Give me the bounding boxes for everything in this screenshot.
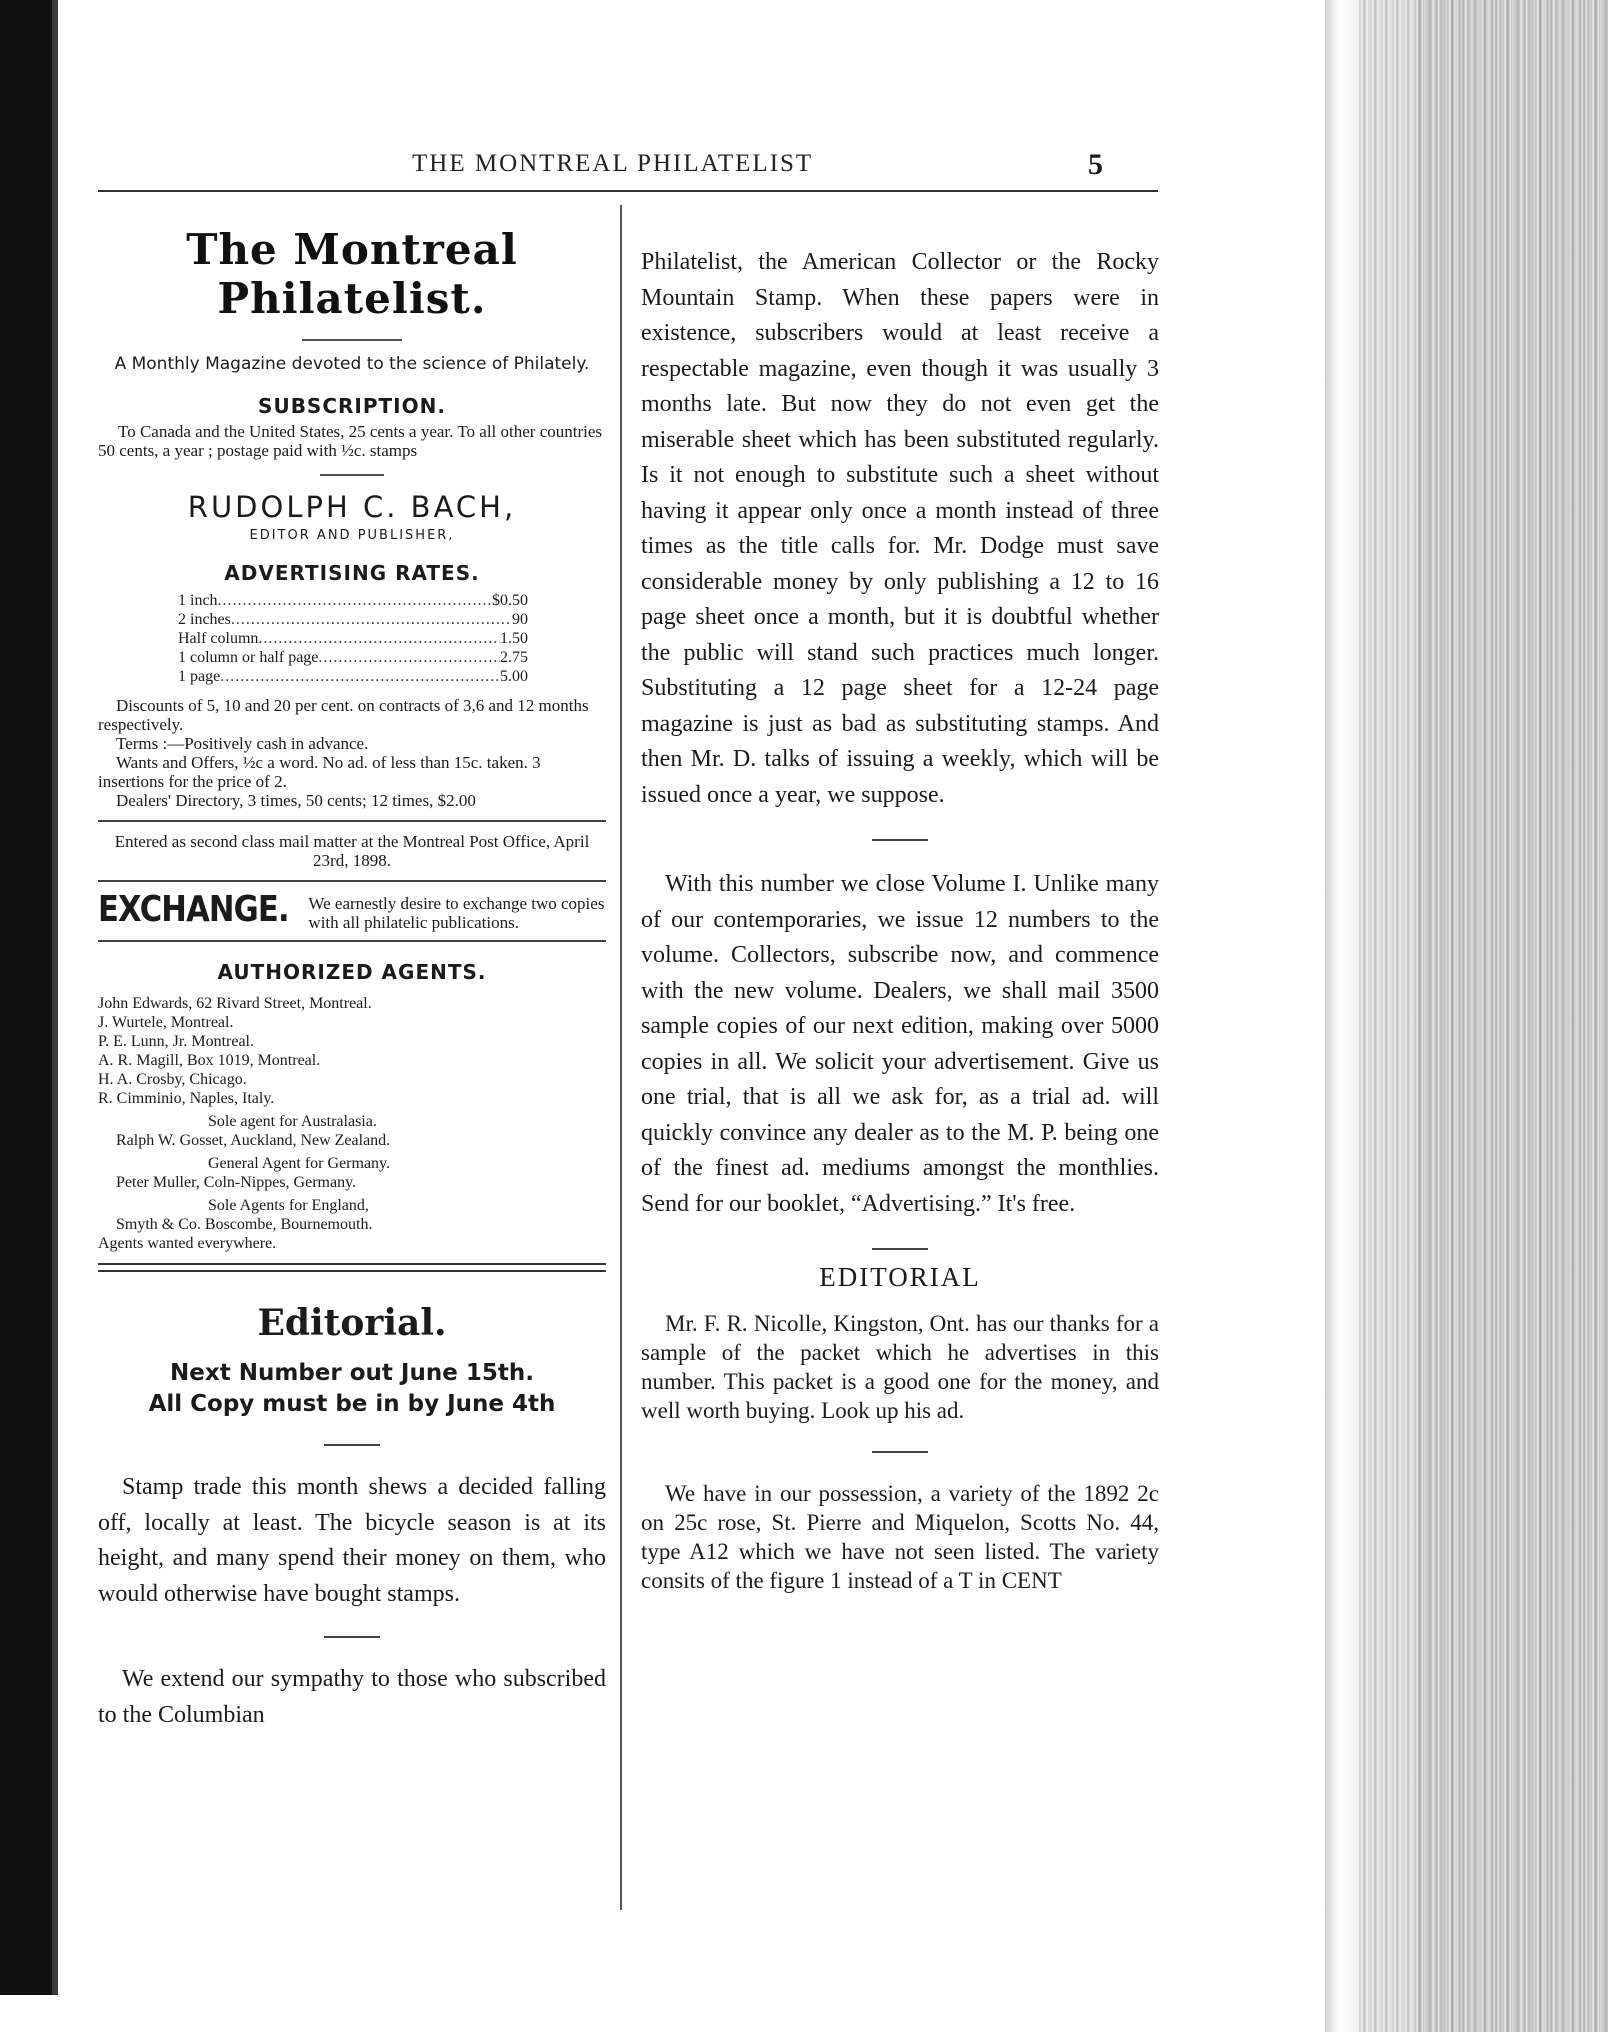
dealers-text: Dealers' Directory, 3 times, 50 cents; 12 times, $2.00 (116, 791, 476, 810)
section-rule (98, 940, 606, 942)
variety-paragraph: We have in our possession, a variety of the 1892 2c on 25c rose, St. Pierre and Miquelon, Scotts No. 44, type A12 which we have not seen listed. The variety consits of the figure 1 instead of a T in CENT (641, 1481, 1159, 1593)
section-double-rule (98, 1263, 606, 1272)
list-item: J. Wurtele, Montreal. (98, 1014, 234, 1031)
exchange-notice (98, 889, 606, 932)
copy-deadline-line: All Copy must be in by June 4th (148, 1391, 556, 1417)
section-rule (98, 820, 606, 822)
running-title: THE MONTREAL PHILATELIST (412, 150, 814, 177)
divider (872, 839, 928, 841)
list-item: P. E. Lunn, Jr. Montreal. (98, 1033, 254, 1050)
agents-heading: AUTHORIZED AGENTS. (217, 960, 487, 984)
subscription-text: To Canada and the United States, 25 cents a year. To all other countries 50 cents, a year ; postage paid with ½c. stamps (98, 422, 603, 460)
list-item: H. A. Crosby, Chicago. (98, 1071, 247, 1088)
masthead: The Montreal Philatelist. (186, 225, 518, 323)
volume-paragraph: With this number we close Volume I. Unlike many of our contemporaries, we issue 12 numbers to the volume. Collectors, subscribe now, and commence with the new volume. Dealers, we shall mail 3500 sample copies of our next edition, making over 5000 copies in all. We solicit your advertisement. Give us one trial, that is all we ask for, as a trial ad. will quickly convince any dealer as to the M. P. being one of the finest ad. mediums amongst the monthlies. Send for our booklet, “Advertising.” It's free. (641, 871, 1159, 1217)
list-item: Ralph W. Gosset, Auckland, New Zealand. (116, 1132, 391, 1149)
agent-role: General Agent for Germany. (208, 1155, 390, 1172)
section-rule (98, 880, 606, 882)
left-page-edge (0, 0, 58, 2032)
header-rule (98, 190, 1158, 192)
bottom-margin (0, 1995, 1325, 2032)
column-divider (620, 205, 622, 1910)
agent-role: Sole Agents for England, (208, 1197, 369, 1214)
list-item: John Edwards, 62 Rivard Street, Montreal. (98, 995, 372, 1012)
agents-wanted: Agents wanted everywhere. (98, 1235, 277, 1252)
divider (872, 1451, 928, 1453)
subscription-heading: SUBSCRIPTION. (258, 394, 446, 418)
list-item: R. Cimminio, Naples, Italy. (98, 1090, 275, 1107)
publisher-name: RUDOLPH C. BACH, (187, 490, 517, 524)
agents-list (98, 994, 606, 1253)
advertising-heading: ADVERTISING RATES. (224, 561, 480, 585)
divider (324, 1636, 380, 1638)
rate-row: 1 column or half page ..... 2.75 (98, 648, 606, 667)
exchange-word: EXCHANGE. (98, 889, 289, 930)
rate-row: 1 page ..... 5.00 (98, 667, 606, 686)
agent-role: Sole agent for Australasia. (208, 1113, 377, 1130)
stamp-trade-paragraph: Stamp trade this month shews a decided falling off, locally at least. The bicycle season is at its height, and many spend their money on them, who would otherwise have bought stamps. (98, 1474, 606, 1607)
list-item: Smyth & Co. Boscombe, Bournemouth. (116, 1216, 373, 1233)
page-number: 5 (1088, 148, 1103, 181)
continued-paragraph: Philatelist, the American Collector or the Rocky Mountain Stamp. When these papers were in existence, subscribers would at least receive a respectable magazine, even though it was usually 3 months late. But now they do not even get the miserable sheet which has been substituted regularly. Is it not enough to substitute such a sheet without having it appear only once a month instead of three times as the title calls for. Mr. Dodge must save considerable money by only publishing a 12 to 16 page sheet once a month, but it is doubtful whether the public will stand such practices much longer. Substituting a 12 page sheet for a 12-24 page magazine is just as bad as substituting stamps. And then Mr. D. talks of issuing a weekly, which will be issued once a year, we suppose. (641, 249, 1159, 808)
wants-text: Wants and Offers, ½c a word. No ad. of less than 15c. taken. 3 insertions for the price of 2. (98, 753, 541, 791)
publisher-role: EDITOR AND PUBLISHER, (249, 528, 455, 543)
sympathy-paragraph: We extend our sympathy to those who subscribed to the Columbian (98, 1666, 606, 1728)
discounts-text: Discounts of 5, 10 and 20 per cent. on contracts of 3,6 and 12 months respectively. (98, 696, 589, 734)
nicolle-paragraph: Mr. F. R. Nicolle, Kingston, Ont. has our thanks for a sample of the packet which he advertises in this number. This packet is a good one for the money, and well worth buying. Look up his ad. (641, 1311, 1159, 1423)
divider (324, 1444, 380, 1446)
tagline: A Monthly Magazine devoted to the science of Philately. (114, 354, 590, 374)
editorial-heading: Editorial. (257, 1302, 447, 1344)
next-number-line: Next Number out June 15th. (170, 1360, 534, 1386)
entered-text: Entered as second class mail matter at the Montreal Post Office, April 23rd, 1898. (114, 832, 590, 870)
divider (302, 339, 402, 341)
rates-table (98, 591, 606, 686)
editorial-heading-plain: EDITORIAL (819, 1262, 981, 1292)
rate-row: 1 inch ..... $0.50 (98, 591, 606, 610)
list-item: A. R. Magill, Box 1019, Montreal. (98, 1052, 321, 1069)
left-column (98, 225, 606, 1733)
rate-row: 2 inches ..... 90 (98, 610, 606, 629)
divider (872, 1248, 928, 1250)
right-column (641, 245, 1159, 1595)
terms-text: Terms :—Positively cash in advance. (116, 734, 369, 753)
right-page-edges (1325, 0, 1608, 2032)
rate-row: Half column ..... 1.50 (98, 629, 606, 648)
divider (320, 474, 384, 476)
list-item: Peter Muller, Coln-Nippes, Germany. (116, 1174, 357, 1191)
exchange-text: We earnestly desire to exchange two copies with all philatelic publications. (308, 894, 605, 932)
